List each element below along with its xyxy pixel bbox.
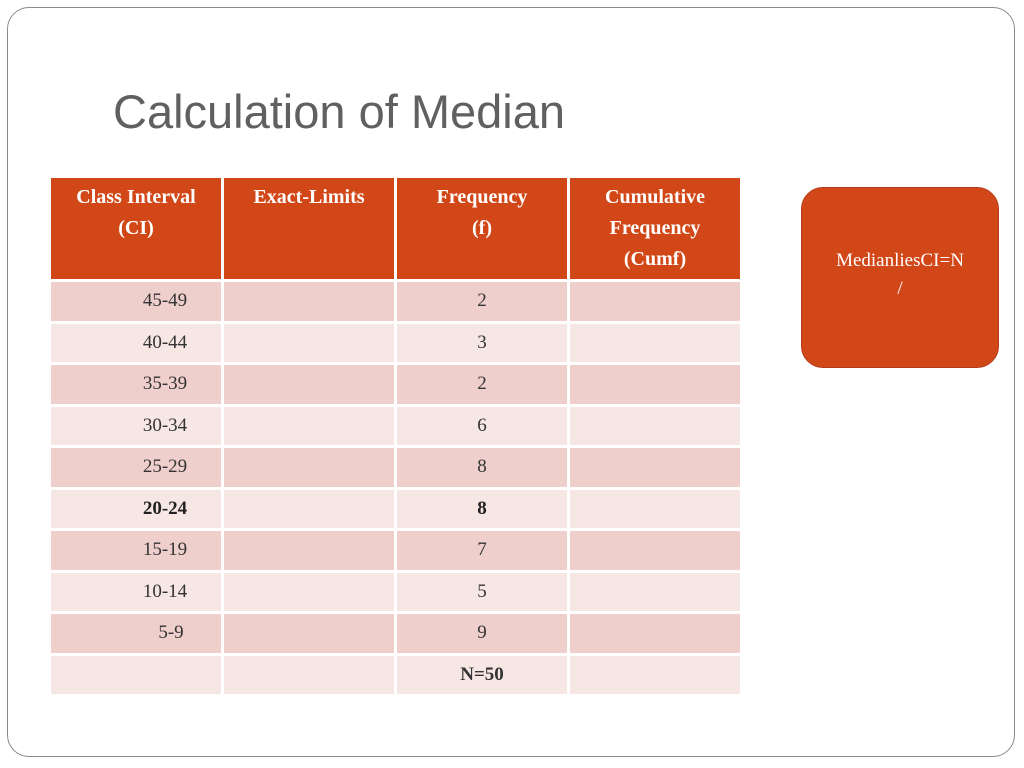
empty-cell (570, 656, 743, 698)
table-header-row (51, 178, 743, 282)
cumf-cell (570, 407, 743, 449)
exact-limits-cell (224, 490, 397, 532)
table-row (51, 365, 743, 407)
exact-limits-cell (224, 282, 397, 324)
cumf-cell (570, 365, 743, 407)
table-row (51, 448, 743, 490)
header-exact-limits: Exact-Limits (224, 178, 397, 282)
cumf-cell (570, 324, 743, 366)
callout-text: MedianliesCI=N (836, 250, 964, 271)
table-row (51, 282, 743, 324)
ci-cell: 25-29 (51, 448, 224, 490)
cumf-cell (570, 614, 743, 656)
slide-title: Calculation of Median (113, 85, 565, 138)
exact-limits-cell (224, 614, 397, 656)
header-class-interval: Class Interval (CI) (51, 178, 224, 282)
total-row (51, 656, 743, 698)
median-callout-box (801, 187, 999, 368)
total-frequency-cell: N=50 (397, 656, 570, 698)
table-row (51, 573, 743, 615)
ci-cell: 20-24 (51, 490, 224, 532)
frequency-cell: 8 (397, 448, 570, 490)
cumf-cell (570, 282, 743, 324)
exact-limits-cell (224, 365, 397, 407)
cumf-cell (570, 490, 743, 532)
exact-limits-cell (224, 324, 397, 366)
exact-limits-cell (224, 407, 397, 449)
ci-cell: 45-49 (51, 282, 224, 324)
frequency-cell: 6 (397, 407, 570, 449)
frequency-cell: 7 (397, 531, 570, 573)
cumf-cell (570, 531, 743, 573)
exact-limits-cell (224, 531, 397, 573)
table-row (51, 531, 743, 573)
cumf-cell (570, 448, 743, 490)
empty-cell (51, 656, 224, 698)
ci-cell: 30-34 (51, 407, 224, 449)
ci-cell: 10-14 (51, 573, 224, 615)
table-row (51, 614, 743, 656)
ci-cell: 15-19 (51, 531, 224, 573)
exact-limits-cell (224, 573, 397, 615)
header-cumulative-frequency: Cumulative Frequency (Cumf) (570, 178, 743, 282)
frequency-cell: 2 (397, 282, 570, 324)
frequency-cell: 2 (397, 365, 570, 407)
empty-cell (224, 656, 397, 698)
table-row (51, 324, 743, 366)
frequency-cell: 8 (397, 490, 570, 532)
exact-limits-cell (224, 448, 397, 490)
frequency-cell: 9 (397, 614, 570, 656)
callout-text-continued: / (897, 278, 903, 299)
median-class-row (51, 490, 743, 532)
ci-cell: 5-9 (51, 614, 224, 656)
median-table (51, 178, 743, 697)
frequency-cell: 5 (397, 573, 570, 615)
header-frequency: Frequency (f) (397, 178, 570, 282)
table-row (51, 407, 743, 449)
ci-cell: 35-39 (51, 365, 224, 407)
cumf-cell (570, 573, 743, 615)
frequency-cell: 3 (397, 324, 570, 366)
ci-cell: 40-44 (51, 324, 224, 366)
